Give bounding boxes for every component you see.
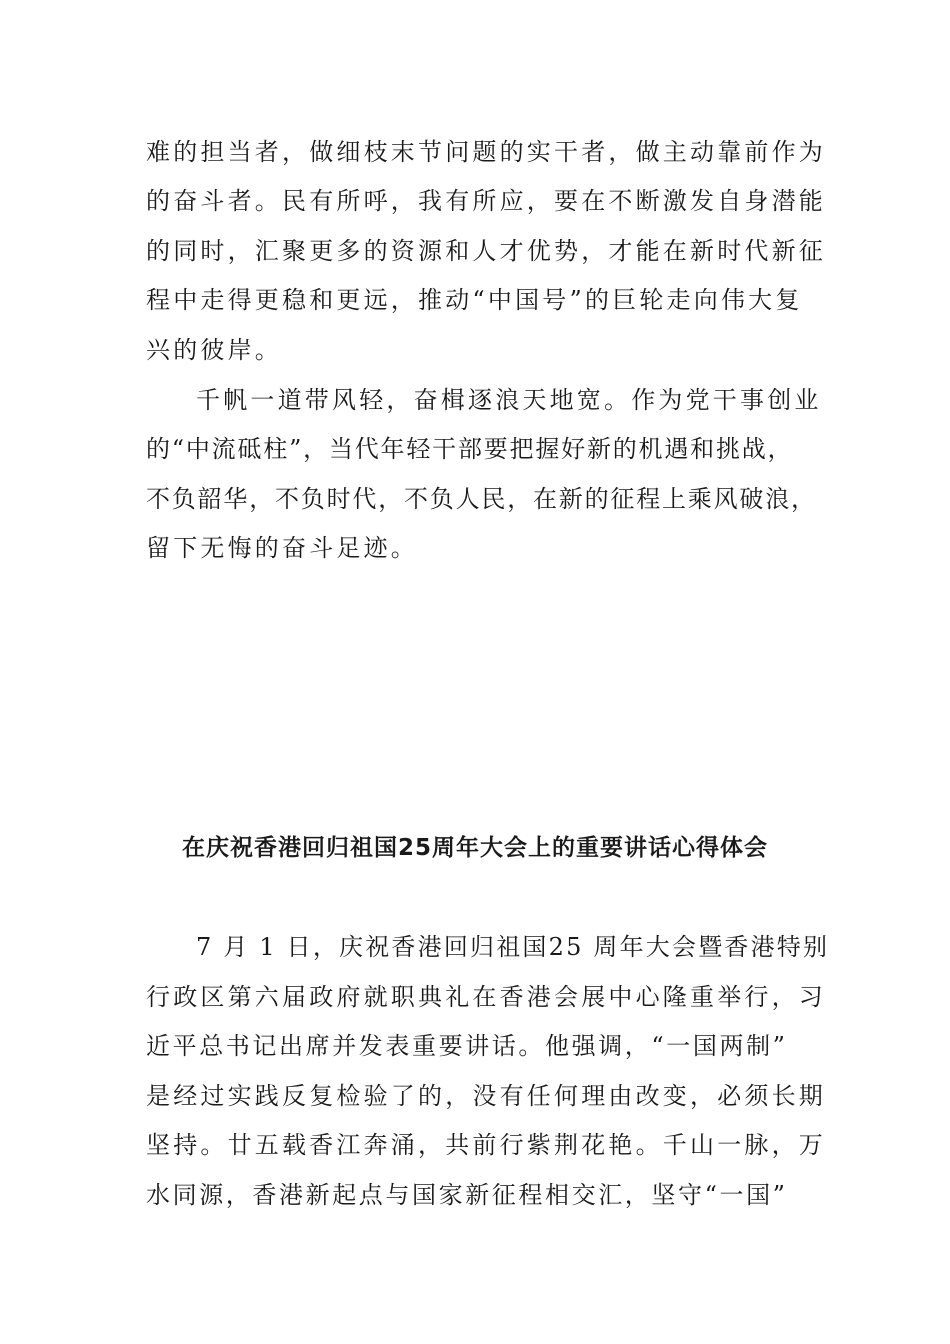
text-line: 7 月 1 日，庆祝香港回归祖国25 周年大会暨香港特别 [196, 933, 830, 961]
text-line: 坚持。廿五载香江奔涌，共前行紫荆花艳。千山一脉，万 [146, 1131, 826, 1159]
text-line: 不负韶华，不负时代，不负人民，在新的征程上乘风破浪， [146, 485, 817, 513]
text-line: 难的担当者，做细枝末节问题的实干者，做主动靠前作为 [146, 138, 826, 166]
text-line: 的“中流砥柱”，当代年轻干部要把握好新的机遇和挑战， [146, 435, 794, 463]
text-line: 千帆一道带风轻，奋楫逐浪天地宽。作为党干事创业 [196, 386, 822, 414]
text-line: 的奋斗者。民有所呼，我有所应，要在不断激发自身潜能 [146, 187, 826, 215]
text-line: 留下无悔的奋斗足迹。 [146, 534, 418, 562]
text-line: 水同源，香港新起点与国家新征程相交汇，坚守“一国” [146, 1181, 788, 1209]
text-line: 是经过实践反复检验了的，没有任何理由改变，必须长期 [146, 1082, 826, 1110]
text-line: 的同时，汇聚更多的资源和人才优势，才能在新时代新征 [146, 237, 826, 265]
text-line: 程中走得更稳和更远，推动“中国号”的巨轮走向伟大复 [146, 286, 803, 314]
text-line: 近平总书记出席并发表重要讲话。他强调，“一国两制” [146, 1032, 788, 1060]
section-title: 在庆祝香港回归祖国25周年大会上的重要讲话心得体会 [181, 835, 768, 861]
text-line: 行政区第六届政府就职典礼在香港会展中心隆重举行，习 [146, 983, 826, 1011]
text-line: 兴的彼岸。 [146, 336, 282, 364]
